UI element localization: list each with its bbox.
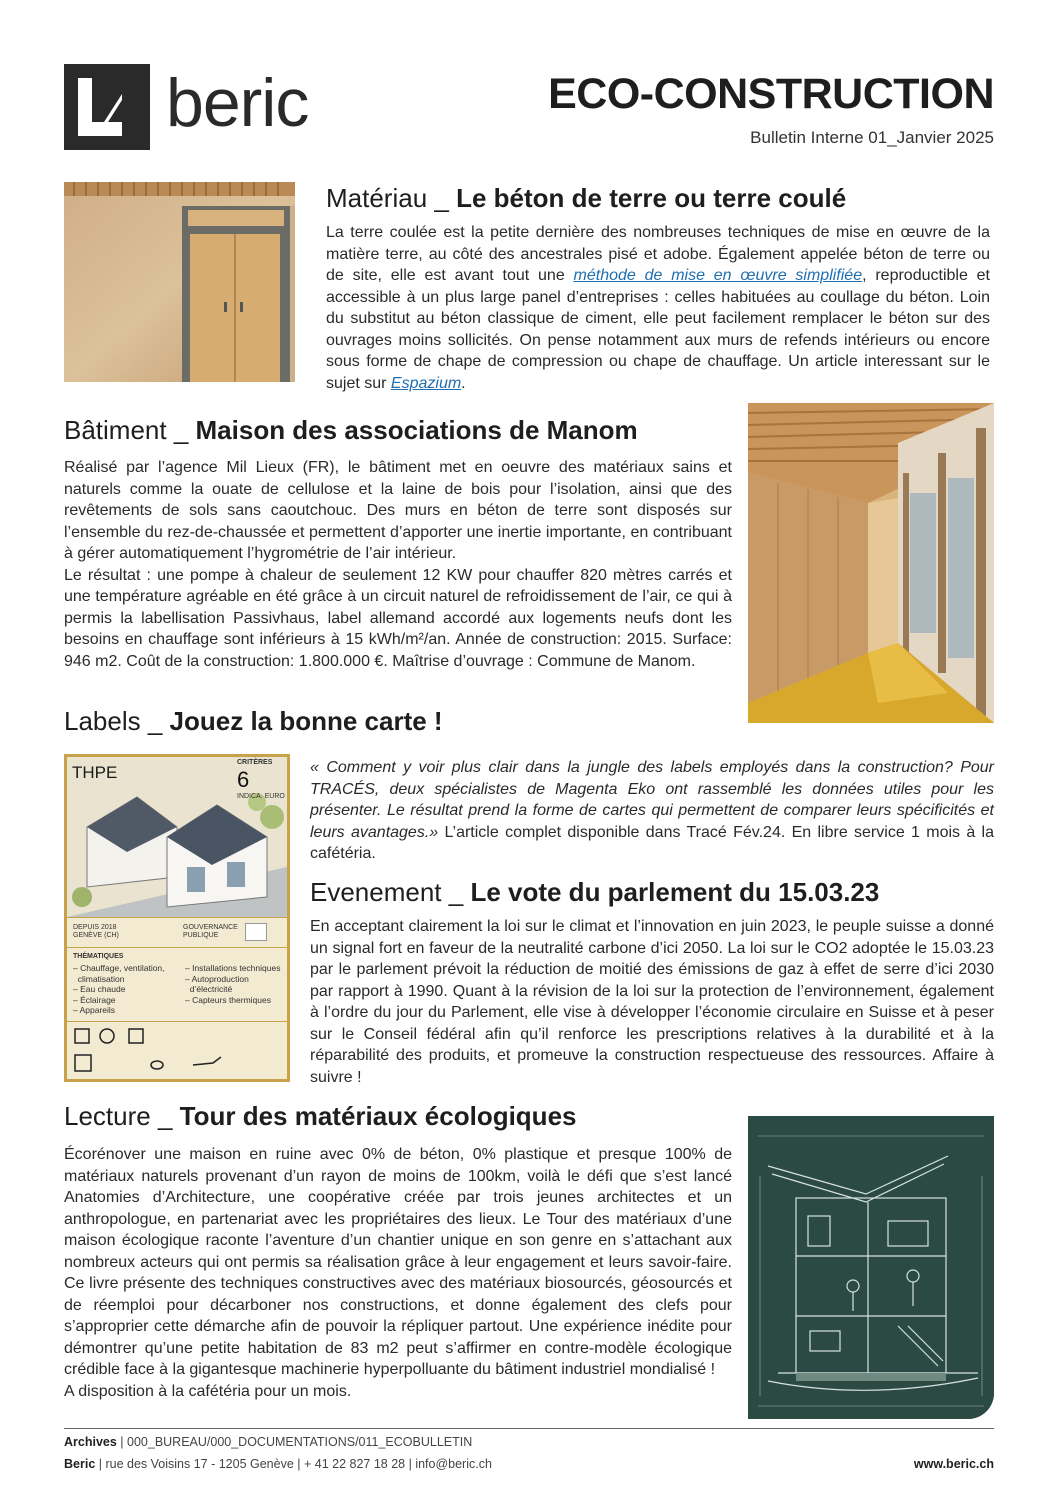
section-text-labels: « Comment y voir plus clair dans la jungle des labels employés dans la construction? Pour TRACÉS, deux spécialistes de Magenta Eko ont rassemblé les données utiles pour les présenter. Le résultat prend la forme de cartes qui permettent de comparer leurs spécificités et leurs avantages.» L’article complet disponible dans Tracé Fév.24. En libre service 1 mois à la cafétéria. (310, 759, 995, 862)
card-criteria-sub: INDICA. EURO (237, 793, 285, 800)
card-governance: GOUVERNANCE PUBLIQUE (183, 924, 238, 939)
card-criteria-value: 6 (237, 767, 250, 792)
section-title-batiment: Bâtiment _ Maison des associations de Manom (64, 415, 638, 445)
link-espazium[interactable]: Espazium (390, 374, 462, 392)
card-themes-right: – Installations techniques – Autoproduction d’électricité – Capteurs thermiques (185, 963, 281, 1005)
document-subtitle: Bulletin Interne 01_Janvier 2025 (750, 128, 994, 147)
footer-website-link[interactable]: www.beric.ch (913, 1457, 994, 1471)
card-themes-label: THÉMATIQUES (73, 953, 124, 960)
beric-logo-icon (64, 64, 150, 150)
card-since: DEPUIS 2018 GENÈVE (CH) (73, 924, 119, 939)
section-title-lecture: Lecture _ Tour des matériaux écologiques (64, 1101, 577, 1131)
book-section-drawing (748, 1116, 994, 1419)
card-building-icon (245, 923, 267, 941)
section-title-evenement: Evenement _ Le vote du parlement du 15.03.23 (310, 877, 880, 907)
logo-text: beric (166, 65, 309, 141)
card-name: THPE (72, 763, 118, 782)
section-text-lecture: Écorénover une maison en ruine avec 0% de béton, 0% plastique et presque 100% de matériaux naturels provenant d’un rayon de moins de 100km, voilà le défi que s’est lancé Anatomies d’Architecture, une coopérative créée par trois jeunes architectes et un anthropologue, en partenariat avec les propriétaires des lieux. Le Tour des matériaux d’une maison écologique raconte l’aventure d’un chantier unique en son genre en s’attachant aux nombreux acteurs qui ont permis sa réalisation grâce à leur engagement et leurs savoir-faire. Ce livre présente des techniques constructives avec des matériaux biosourcés, géosourcés et de réemploi pour décarboner nos constructions, et donne également des clefs pour s’approprier cette démarche afin de pouvoir la répliquer partout. Une expérience inédite pour démontrer qu’une petite habitation de 83 m2 peut s’affirmer en contre-modèle écologique crédible face à la gigantesque machinerie hyperpolluante du bâtiment industriel mondialisé ! A disposition à la cafétéria pour un mois. (64, 1146, 732, 1400)
card-pictograms (73, 1027, 283, 1077)
section-text-materiau: La terre coulée est la petite dernière des nombreuses techniques de mise en œuvre de la matière terre, au côté des ancestrales pisé et adobe. Également appelée béton de terre ou de site, elle est avant tout une méthode de mise en œuvre simplifiée, reproductible et accessible à un plus large panel d’entreprises : celles habituées au coullage du béton. Loin du substitut au béton classique de ciment, elle peut facilement remplacer le béton sur des ouvrages moins sollicités. On pense notamment aux murs de refends intérieurs ou encore sous forme de chape de compression ou chape de chauffage. Un article interessant sur le sujet sur Espazium. (326, 224, 991, 392)
footer-address: Beric | rue des Voisins 17 - 1205 Genève | + 41 22 827 18 28 | info@beric.ch (64, 1457, 492, 1471)
footer-divider (64, 1428, 994, 1429)
link-methode-simplifiee[interactable]: méthode de mise en œuvre simplifiée (573, 267, 863, 284)
section-text-batiment: Réalisé par l’agence Mil Lieux (FR), le bâtiment met en oeuvre des matériaux sains et naturels comme la ouate de cellulose et la laine de bois pour l’isolation, ainsi que des revêtements de sols sans caoutchouc. Des murs en béton de terre sont disposés sur l’ensemble du rez-de-chaussée et permettent d’apporter une inertie importante, en contribuant à gérer automatiquement l’hygrométrie de l’air intérieur. Le résultat : une pompe à chaleur de seulement 12 KW pour chauffer 820 mètres carrés et une température agréable en été grâce à un circuit naturel de refroidissement de l’air, ce qui à permis la labellisation Passivhaus, label allemand accordé aux logements neufs dont les besoins en chauffage sont inférieurs à 15 kWh/m²/an. Année de construction: 2015. Surface: 946 m2. Coût de la construction: 1.800.000 €. Maîtrise d’ouvrage : Commune de Manom. (64, 459, 732, 670)
document-title: ECO-CONSTRUCTION (548, 70, 994, 118)
card-themes-left: – Chauffage, ventilation, climatisation – Eau chaude – Éclairage – Appareils (73, 963, 165, 1015)
footer-archives: Archives | 000_BUREAU/000_DOCUMENTATIONS/011_ECOBULLETIN (64, 1435, 473, 1449)
section-title-labels: Labels _ Jouez la bonne carte ! (64, 706, 443, 736)
section-text-evenement: En acceptant clairement la loi sur le climat et l’innovation en juin 2023, le peuple suisse a donné un signal fort en faveur de la neutralité carbone d’ici 2050. La loi sur le CO2 adoptée le 15.03.23 par le parlement prévoit la réduction de moitié des émissions de gaz à effet de serre d’ici 2030 par rapport à 1990. Quant à la révision de la loi sur la protection de l’environnement, également à l’ordre du jour du Parlement, elle vise à développer l’économie circulaire en Suisse et à peser sur le Conseil fédéral afin qu’il renforce les prescriptions relatives à la durabilité et à la réparabilité des produits, et promeuve la construction respectueuse des ressources. Affaire à suivre ! (310, 918, 994, 1086)
card-criteria-label: CRITÈRES (237, 759, 273, 766)
rammed-earth-wall-photo (64, 182, 295, 382)
label-card-thpe (64, 754, 290, 1082)
manom-interior-photo (748, 403, 994, 723)
section-title-materiau: Matériau _ Le béton de terre ou terre coulé (326, 183, 847, 213)
logo-mark (64, 64, 150, 150)
